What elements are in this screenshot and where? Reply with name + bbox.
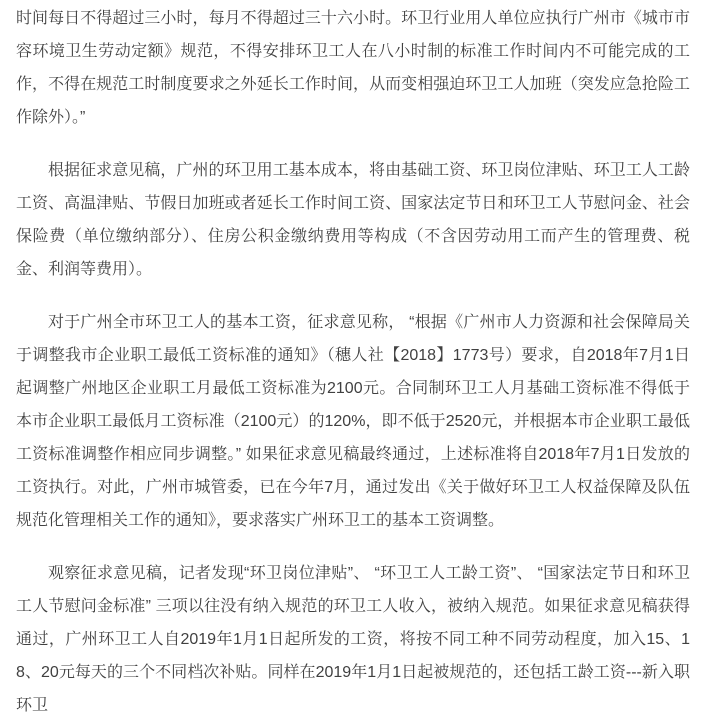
- paragraph-3: 对于广州全市环卫工人的基本工资，征求意见称， “根据《广州市人力资源和社会保障局关于调整我市企业职工最低工资标准的通知》（穗人社【2018】1773号）要求，自2018年7月1日起调整广州地区企业职工月最低工资标准为2100元。合同制环卫工人月基础工资标准不得低于本市企业职工最低月工资标准（2100元）的120%，即不低于2520元，并根据本市企业职工最低工资标准调整作相应同步调整。” 如果征求意见稿最终通过，上述标准将自2018年7月1日发放的工资执行。对此，广州市城管委，已在今年7月，通过发出《关于做好环卫工人权益保障及队伍规范化管理相关工作的通知》，要求落实广州环卫工的基本工资调整。: [16, 314, 690, 529]
- paragraph-4: 观察征求意见稿，记者发现“环卫岗位津贴”、 “环卫工人工龄工资”、 “国家法定节日和环卫工人节慰问金标准” 三项以往没有纳入规范的环卫工人收入，被纳入规范。如果征求意见稿获得通过，广州环卫工人自2019年1月1日起所发的工资，将按不同工种不同劳动程度，加入15、18、20元每天的三个不同档次补贴。同样在2019年1月1日起被规范的，还包括工龄工资---新入职环卫: [16, 565, 690, 714]
- paragraph-2: 根据征求意见稿，广州的环卫用工基本成本，将由基础工资、环卫岗位津贴、环卫工人工龄工资、高温津贴、节假日加班或者延长工作时间工资、国家法定节日和环卫工人节慰问金、社会保险费（单位缴纳部分）、住房公积金缴纳费用等构成（不含因劳动用工而产生的管理费、税金、利润等费用）。: [16, 162, 690, 278]
- paragraph-1: 时间每日不得超过三小时，每月不得超过三十六小时。环卫行业用人单位应执行广州市《城市市容环境卫生劳动定额》规范，不得安排环卫工人在八小时制的标准工作时间内不可能完成的工作，不得在规范工时制度要求之外延长工作时间，从而变相强迫环卫工人加班（突发应急抢险工作除外）。”: [16, 10, 690, 126]
